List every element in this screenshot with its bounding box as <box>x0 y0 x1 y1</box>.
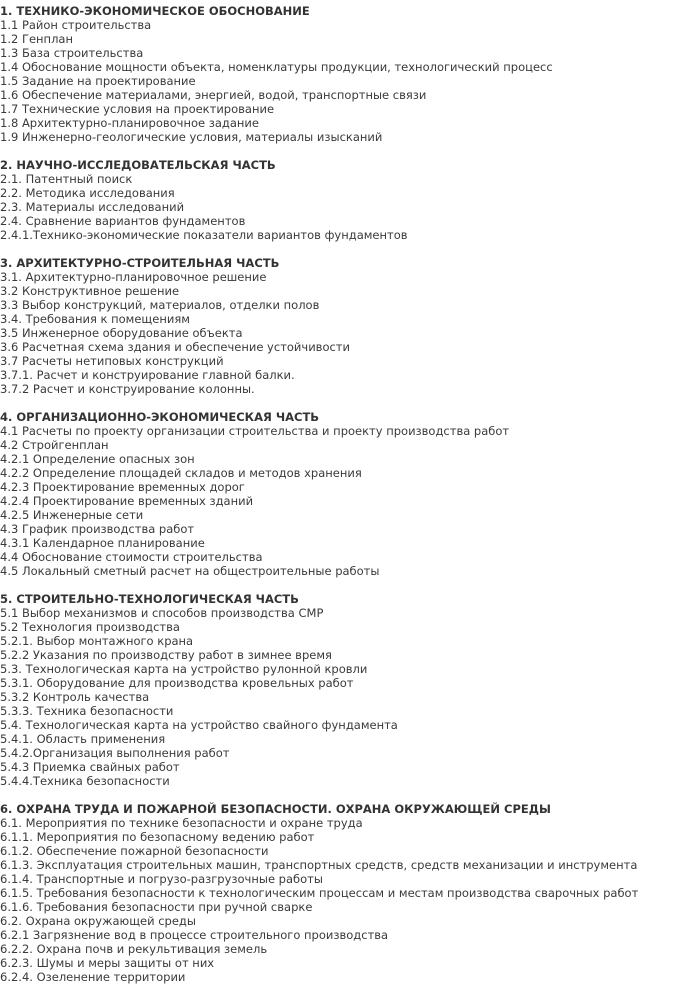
list-item: 4.2 Стройгенплан <box>0 438 109 452</box>
list-item: 1.4 Обоснование мощности объекта, номенклатуры продукции, технологический процесс <box>0 60 553 74</box>
list-item: 1.9 Инженерно-геологические условия, материалы изысканий <box>0 130 383 144</box>
list-item: 5.3.1. Оборудование для производства кровельных работ <box>0 676 354 690</box>
section-items <box>0 18 700 144</box>
list-item: 1.5 Задание на проектирование <box>0 74 196 88</box>
section-4 <box>0 410 700 578</box>
list-item: 3.5 Инженерное оборудование объекта <box>0 326 243 340</box>
list-item: 3.6 Расчетная схема здания и обеспечение устойчивости <box>0 340 350 354</box>
section-title: 2. НАУЧНО-ИССЛЕДОВАТЕЛЬСКАЯ ЧАСТЬ <box>0 158 276 172</box>
list-item: 5.3.2 Контроль качества <box>0 690 150 704</box>
list-item: 4.2.1 Определение опасных зон <box>0 452 195 466</box>
list-item: 3.7.1. Расчет и конструирование главной балки. <box>0 368 295 382</box>
section-items <box>0 172 700 242</box>
section-items <box>0 816 700 984</box>
section-1 <box>0 4 700 144</box>
list-item: 4.1 Расчеты по проекту организации строительства и проекту производства работ <box>0 424 510 438</box>
list-item: 4.2.5 Инженерные сети <box>0 508 144 522</box>
list-item: 4.4 Обоснование стоимости строительства <box>0 550 263 564</box>
list-item: 2.4.1.Технико-экономические показатели вариантов фундаментов <box>0 228 408 242</box>
list-item: 3.7.2 Расчет и конструирование колонны. <box>0 382 255 396</box>
list-item: 5.4.1. Область применения <box>0 732 166 746</box>
list-item: 5.4. Технологическая карта на устройство свайного фундамента <box>0 718 398 732</box>
list-item: 4.3.1 Календарное планирование <box>0 536 205 550</box>
list-item: 4.5 Локальный сметный расчет на общестроительные работы <box>0 564 380 578</box>
section-title: 1. ТЕХНИКО-ЭКОНОМИЧЕСКОЕ ОБОСНОВАНИЕ <box>0 4 310 18</box>
section-items <box>0 270 700 396</box>
list-item: 6.1.2. Обеспечение пожарной безопасности <box>0 844 269 858</box>
list-item: 6.1.6. Требования безопасности при ручной сварке <box>0 900 313 914</box>
list-item: 4.2.4 Проектирование временных зданий <box>0 494 254 508</box>
list-item: 5.2.1. Выбор монтажного крана <box>0 634 194 648</box>
list-item: 3.3 Выбор конструкций, материалов, отделки полов <box>0 298 320 312</box>
list-item: 6.2.2. Охрана почв и рекультивация земель <box>0 942 268 956</box>
list-item: 5.4.4.Техника безопасности <box>0 774 170 788</box>
list-item: 1.8 Архитектурно-планировочное задание <box>0 116 259 130</box>
section-title: 3. АРХИТЕКТУРНО-СТРОИТЕЛЬНАЯ ЧАСТЬ <box>0 256 280 270</box>
list-item: 5.4.2.Организация выполнения работ <box>0 746 230 760</box>
list-item: 1.7 Технические условия на проектирование <box>0 102 275 116</box>
section-5 <box>0 592 700 788</box>
section-6 <box>0 802 700 984</box>
list-item: 2.2. Методика исследования <box>0 186 175 200</box>
list-item: 1.1 Район строительства <box>0 18 152 32</box>
list-item: 2.3. Материалы исследований <box>0 200 185 214</box>
list-item: 1.3 База строительства <box>0 46 144 60</box>
list-item: 6.1. Мероприятия по технике безопасности и охране труда <box>0 816 363 830</box>
list-item: 4.2.3 Проектирование временных дорог <box>0 480 245 494</box>
list-item: 3.2 Конструктивное решение <box>0 284 180 298</box>
list-item: 6.2.4. Озеленение территории <box>0 970 186 984</box>
section-3 <box>0 256 700 396</box>
list-item: 6.1.5. Требования безопасности к технологическим процессам и местам производства сварочных работ <box>0 886 639 900</box>
list-item: 1.6 Обеспечение материалами, энергией, водой, транспортные связи <box>0 88 427 102</box>
list-item: 6.2.3. Шумы и меры защиты от них <box>0 956 215 970</box>
list-item: 4.2.2 Определение площадей складов и методов хранения <box>0 466 362 480</box>
list-item: 6.1.4. Транспортные и погрузо-разгрузочные работы <box>0 872 323 886</box>
list-item: 2.1. Патентный поиск <box>0 172 133 186</box>
list-item: 5.2 Технология производства <box>0 620 180 634</box>
section-title: 6. ОХРАНА ТРУДА И ПОЖАРНОЙ БЕЗОПАСНОСТИ. ОХРАНА ОКРУЖАЮЩЕЙ СРЕДЫ <box>0 802 551 816</box>
list-item: 3.1. Архитектурно-планировочное решение <box>0 270 267 284</box>
section-title: 5. СТРОИТЕЛЬНО-ТЕХНОЛОГИЧЕСКАЯ ЧАСТЬ <box>0 592 299 606</box>
list-item: 6.2.1 Загрязнение вод в процессе строительного производства <box>0 928 389 942</box>
list-item: 6.1.1. Мероприятия по безопасному ведению работ <box>0 830 315 844</box>
list-item: 6.2. Охрана окружающей среды <box>0 914 196 928</box>
list-item: 5.4.3 Приемка свайных работ <box>0 760 180 774</box>
list-item: 4.3 График производства работ <box>0 522 195 536</box>
section-title: 4. ОРГАНИЗАЦИОННО-ЭКОНОМИЧЕСКАЯ ЧАСТЬ <box>0 410 320 424</box>
list-item: 3.4. Требования к помещениям <box>0 312 190 326</box>
list-item: 5.3. Технологическая карта на устройство рулонной кровли <box>0 662 368 676</box>
section-items <box>0 424 700 578</box>
list-item: 5.2.2 Указания по производству работ в зимнее время <box>0 648 332 662</box>
section-2 <box>0 158 700 242</box>
list-item: 5.3.3. Техника безопасности <box>0 704 174 718</box>
list-item: 3.7 Расчеты нетиповых конструкций <box>0 354 224 368</box>
list-item: 2.4. Сравнение вариантов фундаментов <box>0 214 246 228</box>
list-item: 1.2 Генплан <box>0 32 73 46</box>
section-items <box>0 606 700 788</box>
list-item: 6.1.3. Эксплуатация строительных машин, транспортных средств, средств механизации и инструмента <box>0 858 638 872</box>
list-item: 5.1 Выбор механизмов и способов производства СМР <box>0 606 324 620</box>
